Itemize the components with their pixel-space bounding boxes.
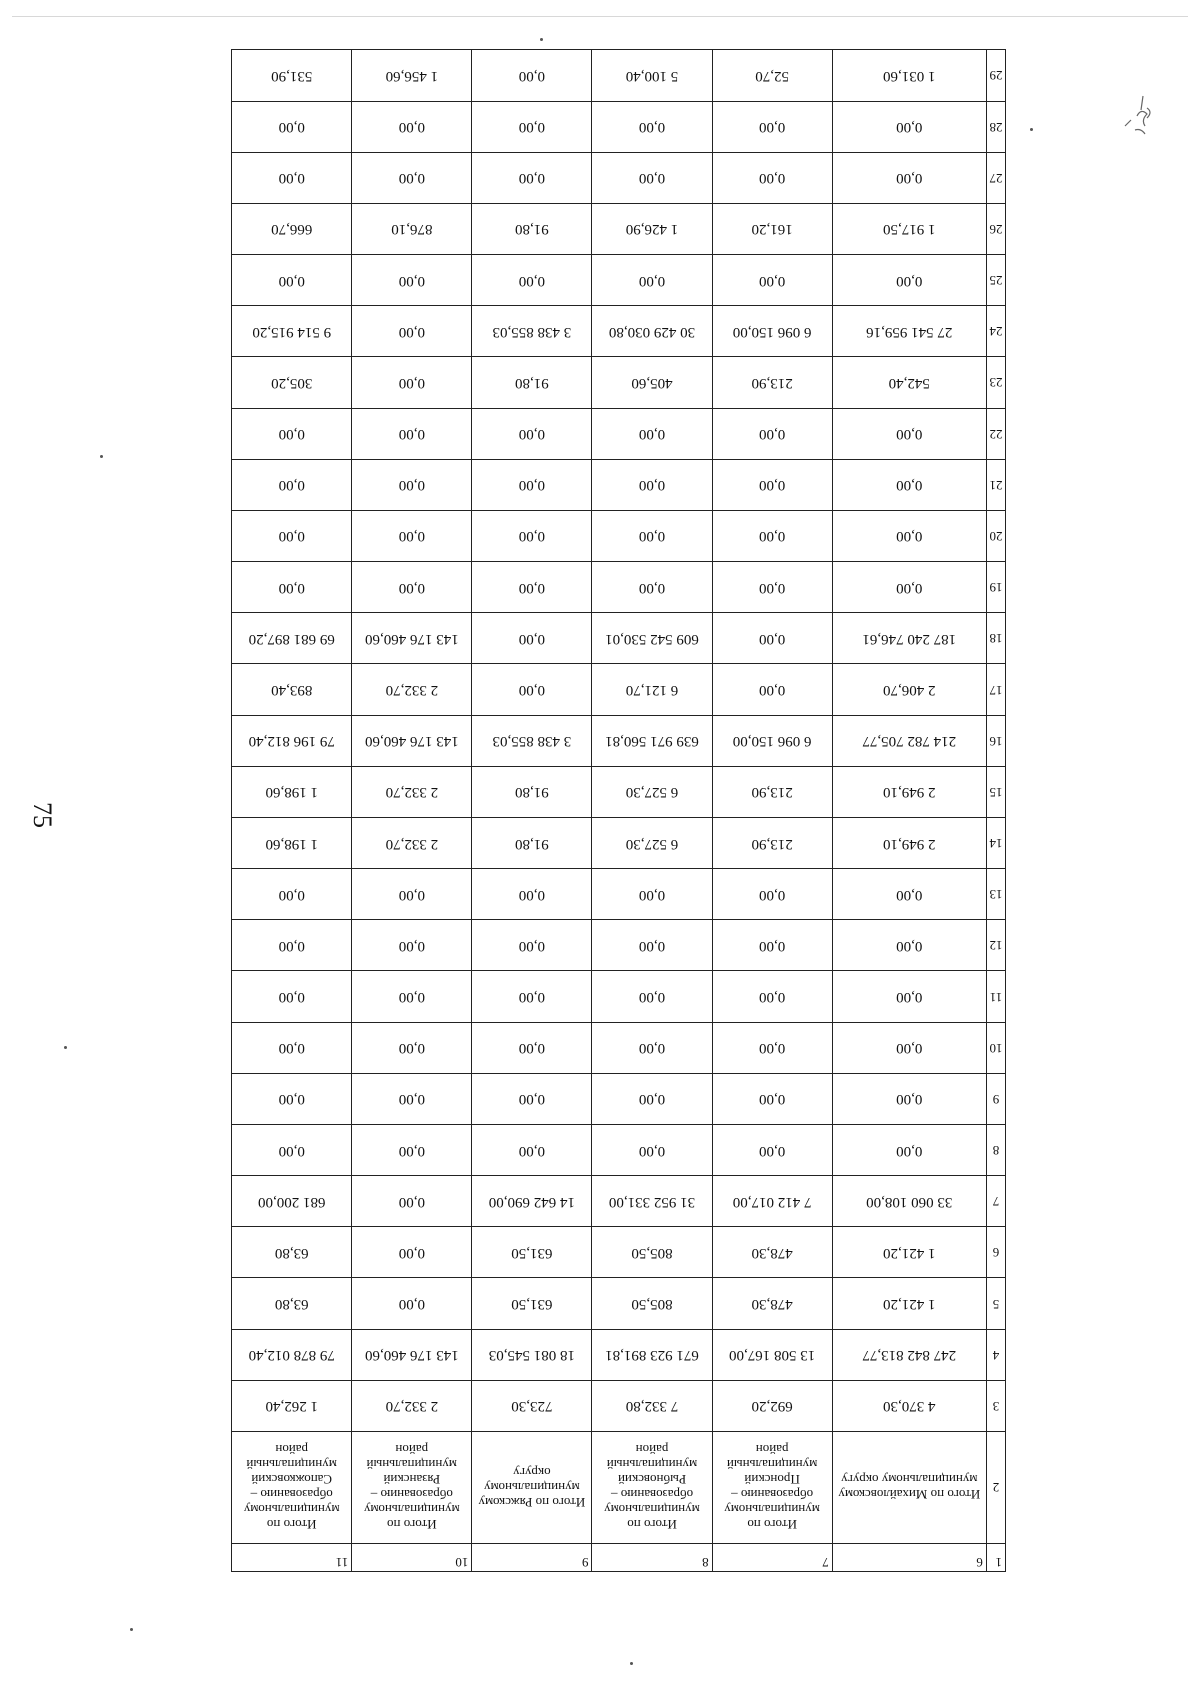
value-cell: 6 096 150,00 [712,306,832,357]
row-number-cell: 6 [832,1544,986,1572]
value-cell: 0,00 [232,562,352,613]
column-number-cell: 16 [986,715,1005,766]
value-cell: 0,00 [352,1176,472,1227]
value-cell: 2 332,70 [352,1380,472,1431]
municipality-name-row [112,1432,1006,1544]
value-cell: 0,00 [352,1227,472,1278]
value-cell: 0,00 [832,971,986,1022]
value-cell: 3 438 855,03 [472,306,592,357]
value-cell: 0,00 [232,255,352,306]
value-cell: 0,00 [832,1073,986,1124]
value-cell: 213,90 [712,357,832,408]
indicator-row [112,459,1006,510]
value-cell: 0,00 [712,459,832,510]
value-cell: 213,90 [712,817,832,868]
value-cell: 1 421,20 [832,1227,986,1278]
value-cell: 6 121,70 [592,664,712,715]
value-cell: 1 426,90 [592,203,712,254]
value-cell: 143 176 460,60 [352,715,472,766]
scan-speck [64,1046,67,1049]
column-number-cell: 3 [986,1380,1005,1431]
value-cell: 30 429 030,80 [592,306,712,357]
value-cell: 1 198,60 [232,766,352,817]
value-cell: 631,50 [472,1278,592,1329]
column-number-cell: 21 [986,459,1005,510]
municipality-name: Итого по Михайловскому муниципальному округу [832,1432,986,1544]
value-cell: 143 176 460,60 [352,613,472,664]
value-cell: 0,00 [472,101,592,152]
indicator-row [112,408,1006,459]
indicator-row [112,50,1006,102]
value-cell: 0,00 [232,971,352,1022]
row-number-header [112,1544,1006,1572]
column-number-cell: 23 [986,357,1005,408]
value-cell: 531,90 [232,50,352,102]
value-cell: 7 332,80 [592,1380,712,1431]
value-cell: 0,00 [352,562,472,613]
value-cell: 0,00 [352,255,472,306]
column-number-cell: 13 [986,869,1005,920]
indicator-row [112,1022,1006,1073]
value-cell: 2 332,70 [352,664,472,715]
value-cell: 2 949,10 [832,766,986,817]
value-cell: 247 842 813,77 [832,1329,986,1380]
municipality-name: Итого по муниципальному образованию – Рязанский муниципальный район [352,1432,472,1544]
value-cell: 0,00 [352,869,472,920]
value-cell: 0,00 [712,613,832,664]
value-cell: 0,00 [352,1278,472,1329]
column-number-cell: 17 [986,664,1005,715]
column-number-cell: 22 [986,408,1005,459]
indicator-row [112,203,1006,254]
indicator-row [112,1124,1006,1175]
value-cell: 666,70 [232,203,352,254]
value-cell: 4 370,30 [832,1380,986,1431]
value-cell: 0,00 [472,1073,592,1124]
value-cell: 0,00 [472,562,592,613]
value-cell: 2 949,10 [832,817,986,868]
value-cell: 478,30 [712,1278,832,1329]
value-cell: 0,00 [712,664,832,715]
scan-speck [540,38,543,41]
municipality-name: Итого по Ряжскому муниципальному округу [472,1432,592,1544]
value-cell: 0,00 [352,101,472,152]
column-number-cell: 27 [986,152,1005,203]
indicator-row [112,817,1006,868]
value-cell: 6 527,30 [592,817,712,868]
value-cell: 0,00 [592,1022,712,1073]
value-cell: 0,00 [712,510,832,561]
column-number-cell: 26 [986,203,1005,254]
value-cell: 723,30 [472,1380,592,1431]
value-cell: 0,00 [592,255,712,306]
value-cell: 0,00 [472,408,592,459]
budget-table-rotated [111,49,1006,1572]
value-cell: 893,40 [232,664,352,715]
indicator-row [112,869,1006,920]
value-cell: 69 681 897,20 [232,613,352,664]
value-cell: 0,00 [832,255,986,306]
indicator-row [112,1227,1006,1278]
value-cell: 0,00 [232,920,352,971]
scan-speck [130,1628,133,1631]
value-cell: 0,00 [352,1022,472,1073]
corner-cell: 1 [986,1544,1005,1572]
value-cell: 0,00 [232,510,352,561]
value-cell: 0,00 [832,1124,986,1175]
value-cell: 91,80 [472,203,592,254]
value-cell: 0,00 [232,408,352,459]
value-cell: 609 542 530,01 [592,613,712,664]
column-number-cell: 8 [986,1124,1005,1175]
value-cell: 0,00 [232,152,352,203]
value-cell: 3 438 855,03 [472,715,592,766]
value-cell: 0,00 [232,1073,352,1124]
indicator-row [112,766,1006,817]
value-cell: 876,10 [352,203,472,254]
indicator-row [112,152,1006,203]
value-cell: 0,00 [232,869,352,920]
value-cell: 2 406,70 [832,664,986,715]
column-number-cell: 11 [986,971,1005,1022]
value-cell: 0,00 [352,1073,472,1124]
value-cell: 0,00 [472,152,592,203]
value-cell: 0,00 [472,50,592,102]
value-cell: 214 782 705,77 [832,715,986,766]
page-number: 75 [28,802,57,828]
value-cell: 0,00 [352,357,472,408]
value-cell: 0,00 [832,459,986,510]
value-cell: 0,00 [472,1022,592,1073]
value-cell: 0,00 [592,152,712,203]
value-cell: 0,00 [352,459,472,510]
value-cell: 0,00 [352,920,472,971]
value-cell: 5 100,40 [592,50,712,102]
value-cell: 1 262,40 [232,1380,352,1431]
column-number-cell: 29 [986,50,1005,102]
column-number-cell: 5 [986,1278,1005,1329]
value-cell: 6 527,30 [592,766,712,817]
municipality-name: Итого по муниципальному образованию – Рыбновский муниципальный район [592,1432,712,1544]
value-cell: 6 096 150,00 [712,715,832,766]
value-cell: 0,00 [232,101,352,152]
column-number-cell: 18 [986,613,1005,664]
value-cell: 33 060 108,00 [832,1176,986,1227]
indicator-row [112,1176,1006,1227]
value-cell: 0,00 [712,408,832,459]
indicator-row [112,971,1006,1022]
value-cell: 1 198,60 [232,817,352,868]
value-cell: 213,90 [712,766,832,817]
column-number-cell: 4 [986,1329,1005,1380]
column-number-cell: 24 [986,306,1005,357]
value-cell: 0,00 [592,971,712,1022]
value-cell: 805,50 [592,1278,712,1329]
indicator-row [112,101,1006,152]
value-cell: 0,00 [472,510,592,561]
value-cell: 542,40 [832,357,986,408]
row-number-cell: 11 [232,1544,352,1572]
value-cell: 2 332,70 [352,817,472,868]
indicator-row [112,306,1006,357]
value-cell: 79 878 012,40 [232,1329,352,1380]
value-cell: 52,70 [712,50,832,102]
value-cell: 0,00 [832,869,986,920]
column-number-cell: 10 [986,1022,1005,1073]
value-cell: 0,00 [712,920,832,971]
row-number-cell: 10 [352,1544,472,1572]
value-cell: 91,80 [472,817,592,868]
value-cell: 0,00 [592,101,712,152]
value-cell: 0,00 [232,459,352,510]
value-cell: 13 508 167,00 [712,1329,832,1380]
value-cell: 0,00 [352,306,472,357]
value-cell: 0,00 [592,920,712,971]
value-cell: 681 200,00 [232,1176,352,1227]
value-cell: 0,00 [592,1124,712,1175]
indicator-row [112,1380,1006,1431]
column-number-cell: 2 [986,1432,1005,1544]
value-cell: 27 541 959,16 [832,306,986,357]
value-cell: 0,00 [712,152,832,203]
value-cell: 1 031,60 [832,50,986,102]
column-number-cell: 7 [986,1176,1005,1227]
value-cell: 639 971 560,81 [592,715,712,766]
row-number-cell: 9 [472,1544,592,1572]
value-cell: 0,00 [712,1124,832,1175]
value-cell: 0,00 [472,971,592,1022]
value-cell: 0,00 [232,1022,352,1073]
value-cell: 0,00 [232,1124,352,1175]
row-number-cell: 7 [712,1544,832,1572]
indicator-row [112,920,1006,971]
indicator-row [112,1278,1006,1329]
value-cell: 1 421,20 [832,1278,986,1329]
scan-speck [1030,128,1033,131]
municipality-name: Итого по муниципальному образованию – Сапожковский муниципальный район [232,1432,352,1544]
value-cell: 305,20 [232,357,352,408]
column-number-cell: 14 [986,817,1005,868]
indicator-row [112,1329,1006,1380]
column-number-cell: 12 [986,920,1005,971]
value-cell: 0,00 [472,664,592,715]
value-cell: 91,80 [472,766,592,817]
value-cell: 0,00 [472,920,592,971]
value-cell: 0,00 [712,1022,832,1073]
value-cell: 161,20 [712,203,832,254]
value-cell: 0,00 [832,1022,986,1073]
value-cell: 0,00 [712,971,832,1022]
value-cell: 0,00 [592,510,712,561]
value-cell: 0,00 [832,408,986,459]
value-cell: 0,00 [472,869,592,920]
indicator-row [112,510,1006,561]
value-cell: 0,00 [832,920,986,971]
scan-speck [630,1662,633,1665]
value-cell: 692,20 [712,1380,832,1431]
value-cell: 63,80 [232,1227,352,1278]
value-cell: 79 196 812,40 [232,715,352,766]
value-cell: 7 412 017,00 [712,1176,832,1227]
value-cell: 0,00 [352,971,472,1022]
value-cell: 0,00 [832,510,986,561]
value-cell: 405,60 [592,357,712,408]
handwritten-mark [1117,86,1161,146]
indicator-row [112,664,1006,715]
value-cell: 0,00 [712,1073,832,1124]
value-cell: 1 456,60 [352,50,472,102]
indicator-row [112,715,1006,766]
value-cell: 0,00 [472,459,592,510]
value-cell: 0,00 [712,101,832,152]
value-cell: 0,00 [832,562,986,613]
scan-top-line [12,16,1188,17]
indicator-row [112,613,1006,664]
value-cell: 805,50 [592,1227,712,1278]
value-cell: 0,00 [832,101,986,152]
column-number-cell: 9 [986,1073,1005,1124]
column-number-cell: 28 [986,101,1005,152]
value-cell: 18 081 545,03 [472,1329,592,1380]
value-cell: 0,00 [352,510,472,561]
value-cell: 0,00 [352,152,472,203]
budget-table [111,49,1006,1572]
value-cell: 0,00 [472,255,592,306]
value-cell: 671 923 891,81 [592,1329,712,1380]
value-cell: 631,50 [472,1227,592,1278]
value-cell: 478,30 [712,1227,832,1278]
indicator-row [112,357,1006,408]
column-number-cell: 15 [986,766,1005,817]
value-cell: 0,00 [352,408,472,459]
column-number-cell: 20 [986,510,1005,561]
value-cell: 0,00 [592,459,712,510]
value-cell: 0,00 [712,562,832,613]
scan-speck [100,455,103,458]
value-cell: 0,00 [712,869,832,920]
value-cell: 1 917,50 [832,203,986,254]
value-cell: 0,00 [592,408,712,459]
value-cell: 0,00 [592,1073,712,1124]
municipality-name: Итого по муниципальному образованию – Пронский муниципальный район [712,1432,832,1544]
value-cell: 0,00 [832,152,986,203]
value-cell: 0,00 [592,562,712,613]
value-cell: 31 952 331,00 [592,1176,712,1227]
column-number-cell: 6 [986,1227,1005,1278]
column-number-cell: 25 [986,255,1005,306]
column-number-cell: 19 [986,562,1005,613]
indicator-row [112,562,1006,613]
row-number-cell: 8 [592,1544,712,1572]
value-cell: 0,00 [712,255,832,306]
value-cell: 2 332,70 [352,766,472,817]
indicator-row [112,1073,1006,1124]
value-cell: 63,80 [232,1278,352,1329]
value-cell: 143 176 460,60 [352,1329,472,1380]
value-cell: 0,00 [352,1124,472,1175]
value-cell: 0,00 [472,1124,592,1175]
value-cell: 0,00 [472,613,592,664]
indicator-row [112,255,1006,306]
value-cell: 91,80 [472,357,592,408]
value-cell: 0,00 [592,869,712,920]
value-cell: 14 642 690,00 [472,1176,592,1227]
value-cell: 9 514 915,20 [232,306,352,357]
value-cell: 187 240 746,61 [832,613,986,664]
